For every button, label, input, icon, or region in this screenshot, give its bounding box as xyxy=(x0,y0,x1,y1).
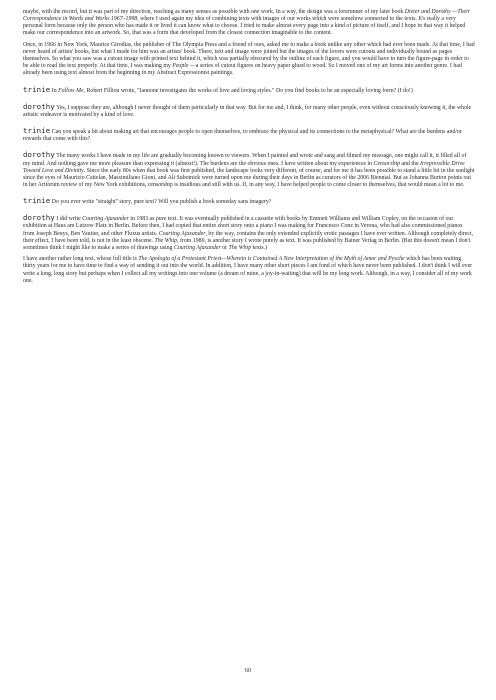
text: , by the way, contains the only extended explicitly erotic passages I have ever written. Although completely direct, their effect, I have been told, is not in the least obscene. xyxy=(23,230,474,244)
answer-2 xyxy=(23,151,475,189)
text: The many works I have made in my life are gradually becoming known to viewers. When I painted and wrote and sang and filmed my message, one might call it, it filled all of my mind. And nothing gave me more pleasure than expressing it (almost!). The burdens are the obvious ones. I have written about my experiences in xyxy=(23,153,467,167)
paragraph-design xyxy=(23,9,475,38)
book-title: Courting Ajaxander xyxy=(158,230,206,237)
book-title: The Whip xyxy=(154,237,178,244)
book-title: Censorship xyxy=(373,160,401,167)
speaker-trinie: trinie xyxy=(23,126,51,136)
book-title: Courting Ajaxander xyxy=(82,216,129,223)
series-title: People xyxy=(172,63,189,70)
text: texts.) xyxy=(251,244,268,251)
text: In xyxy=(50,87,59,94)
answer-1 xyxy=(23,103,475,119)
question-2 xyxy=(23,127,475,143)
book-title: The Whip xyxy=(228,244,252,251)
text: and the xyxy=(400,160,421,167)
page-number: 60 xyxy=(244,667,252,674)
text: Do you ever write "straight" story, pure text? Will you publish a book someday sans imagery? xyxy=(50,199,272,206)
book-title: Dieter and Dorothy —Their Correspondence in Words and Works 1967–1998 xyxy=(23,9,470,23)
text: Yes, I suppose they are, although I never thought of them particularly in that way. But for me and, I think, for many other people, even without consciously knowing it, the whole artistic endeavor is motivated by a kind of love. xyxy=(23,104,472,118)
text: —a series of cutout figures on heavy paper glued to wood. So I moved one of my art forms into another genre. I had already been using text almost from the beginning in my Abstract Expressionist paintings. xyxy=(23,63,462,77)
answer-3 xyxy=(23,214,475,252)
interview-text xyxy=(23,9,475,289)
text: , from 1980, is another story I wrote purely as text. It was published by Bainer Verlag in Berlin. (But this doesn't mean I don't sometimes think I might like to make a series of drawings using xyxy=(23,237,471,251)
speaker-trinie: trinie xyxy=(23,84,51,94)
speaker-dorothy: dorothy xyxy=(23,213,55,223)
question-3 xyxy=(23,197,475,206)
speaker-trinie: trinie xyxy=(23,196,51,206)
paragraph-olympia xyxy=(23,42,475,78)
text: maybe, with the record, but it was part of my direction, reaching as many senses as possible with one work. In a way, the design was a forerunner of my later book xyxy=(23,9,405,15)
book-title: Irrepressible Drive Toward Love and Divinity xyxy=(23,160,465,174)
book-title: The Apologia of a Protestant Priest—Wherein is Contained A New Interpretation of the Myth of Amor and Pysche xyxy=(138,256,405,263)
text: or xyxy=(220,244,229,251)
text: which has been waiting thirty years for me to have time to find a way of sending it out into the world. In addition, I have many other short pieces I am fond of which have never been published. I don't think I will ever write a long, long story but perhaps when I collect all my writings into one volume (a dream of mine, a joy-in-waiting) that will be my long work. Although, in a way, I consider all of my work one. xyxy=(23,256,473,284)
speaker-dorothy: dorothy xyxy=(23,101,55,111)
text: I have another rather long text, whose full title is xyxy=(23,256,139,263)
book-title: Courting Ajaxander xyxy=(173,244,221,251)
text: , where I used again my idea of combining texts with images of our works which were somehow connected to the texts. It's really a very personal form because only the person who has made it or lived it can know what to choose. I tried to make almost every page into a kind of picture of itself, and I hope in that way it helped make our correspondence into an artwork. So, that was a form that developed from the closest connection imaginable to the content. xyxy=(23,16,466,37)
text: Once, in 1966 in New York, Maurice Girodias, the publisher of The Olympia Press and a friend of ours, asked me to make a book unlike any other which had ever been made. At that time, I had never heard of artists' books, but what I made for him was an artists' book. There, text and image were joined but the images of the lovers were cutouts and individually bound as pages themselves. So what you saw was a cutout image with printed text behind it, which was partially obscured by the outline of each figure, and you would have to turn the figure-page in order to be able to read the text properly. At that time, I was making my xyxy=(23,41,475,70)
text: . Since the early 80s when that book was first published, the landscape looks very different, of course, and for me it has been possible to stand a little bit in the sunlight since the eyes of Maurizio Cattelan, Massimiliano Gioni, and Ali Subotnick were turned upon me during their days in Berlin as curators of the 2006 Biennial. But as Johanna Burton points out in her Artforum review of my New York exhibitions, censorship is insidious and still with us. If, in any way, I have helped people to come closer to themselves, that would mean a lot to me. xyxy=(23,167,475,188)
question-1 xyxy=(23,86,475,95)
text: I did write xyxy=(54,216,83,223)
text: in 1983 as pure text. It was eventually published in a cassette with books by Emmett Williams and William Copley, on the occasion of our exhibition at Haus am Lutzow Platz in Berlin. Before then, I had copied that entire short story onto a piano I was making for Francesco Conz in Verona, who had also commissioned pianos from Joseph Beuys, Ben Vautier, and other Fluxus artists. xyxy=(23,216,463,237)
book-title: Follow Me xyxy=(58,87,84,94)
paragraph-apologia xyxy=(23,256,475,285)
text: , Robert Filliou wrote, "Iannone investigates the works of love and loving styles." Do you find books to be an especially loving form? (I do!) xyxy=(83,87,413,94)
speaker-dorothy: dorothy xyxy=(23,150,55,160)
text: Can you speak a bit about making art that encourages people to open themselves, to embrace the physical and its connections to the metaphysical? What are the burdens and/or rewards that come with this? xyxy=(23,129,462,143)
